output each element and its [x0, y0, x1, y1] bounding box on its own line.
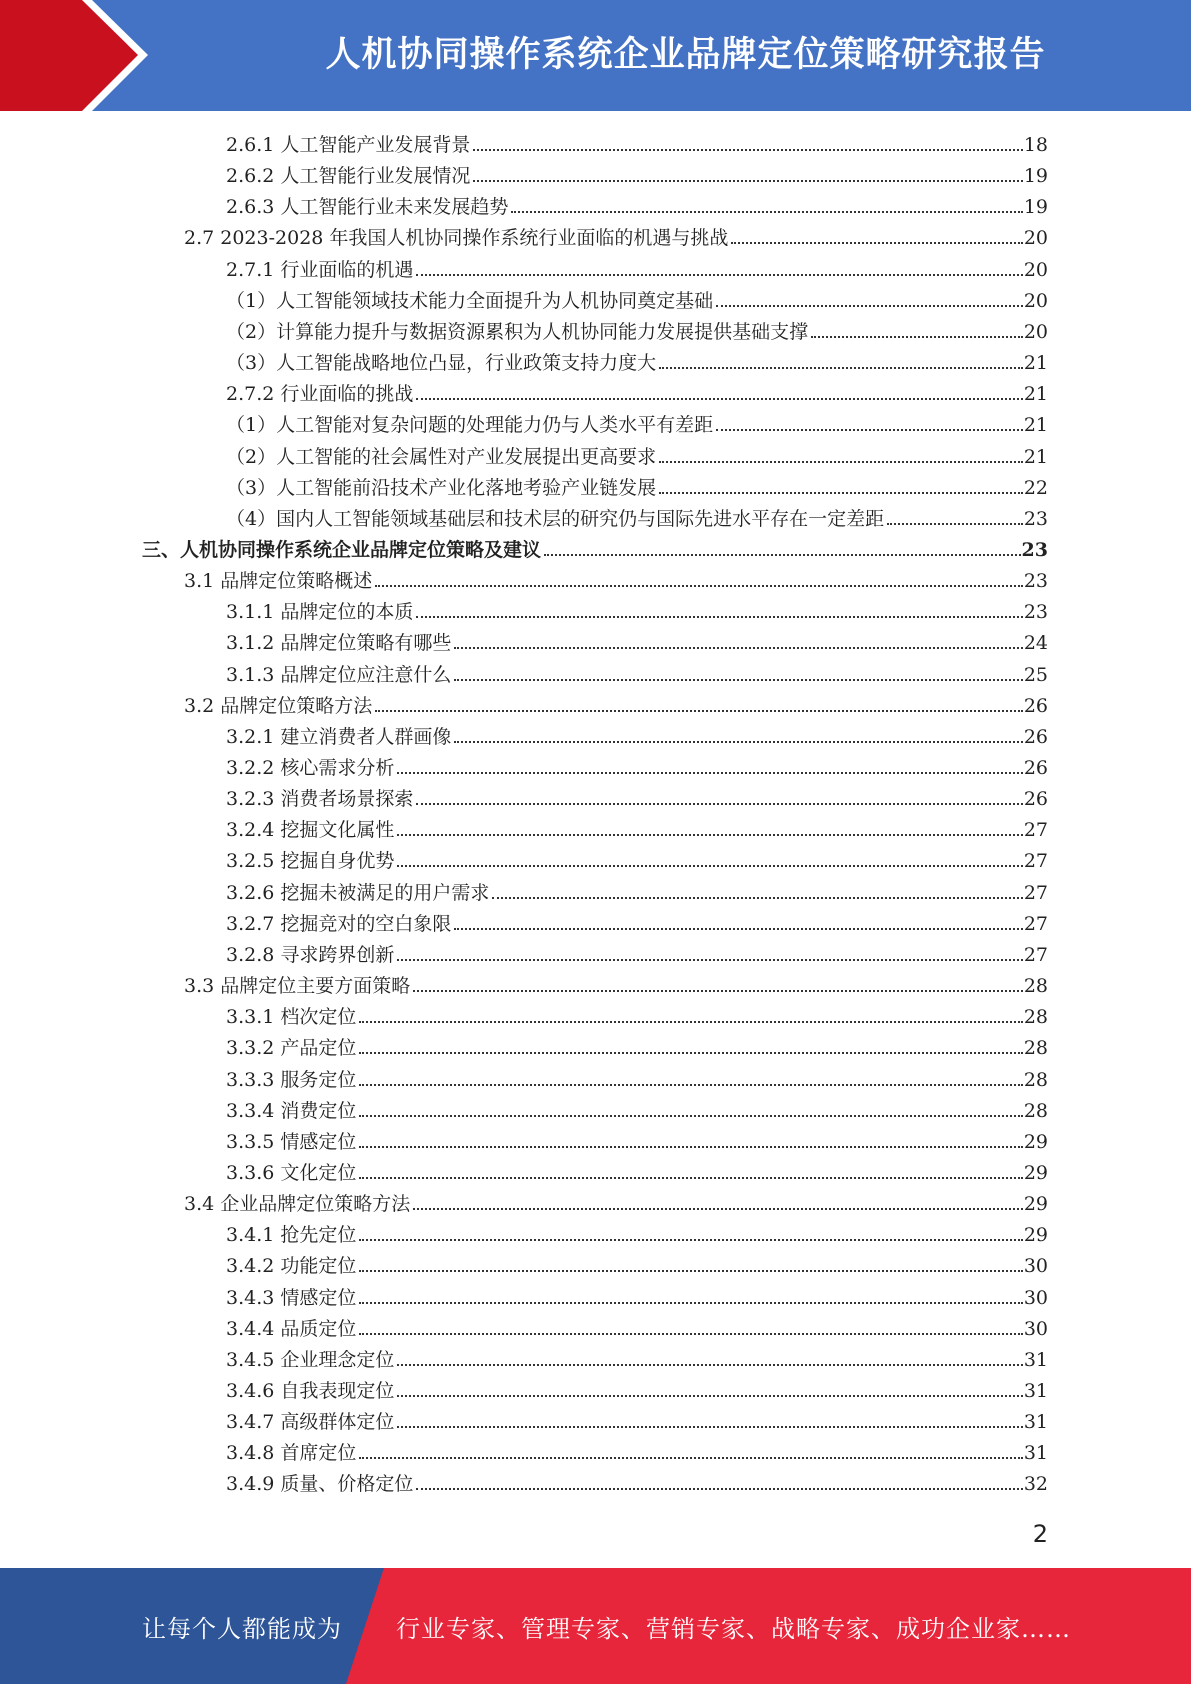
toc-entry-label: 3.2.6 挖掘未被满足的用户需求 [226, 881, 490, 904]
toc-entry-label: 3.4 企业品牌定位策略方法 [184, 1193, 411, 1216]
toc-dot-leader [716, 305, 1023, 307]
toc-dot-leader [397, 1426, 1022, 1428]
toc-dot-leader [359, 1052, 1022, 1054]
toc-entry[interactable] [226, 1372, 1048, 1403]
toc-dot-leader [359, 1177, 1022, 1179]
toc-entry-page: 28 [1023, 1037, 1048, 1060]
toc-dot-leader [375, 585, 1023, 587]
toc-dot-leader [375, 710, 1023, 712]
toc-entry-page: 26 [1023, 694, 1048, 717]
toc-entry[interactable] [226, 593, 1048, 624]
toc-entry-label: （4）国内人工智能领域基础层和技术层的研究仍与国际先进水平存在一定差距 [226, 507, 885, 530]
toc-entry-page: 30 [1023, 1317, 1048, 1340]
toc-entry[interactable] [226, 874, 1048, 905]
toc-dot-leader [416, 274, 1022, 276]
toc-entry-label: 3.4.4 品质定位 [226, 1317, 357, 1340]
toc-entry-label: （1）人工智能领域技术能力全面提升为人机协同奠定基础 [226, 289, 714, 312]
toc-dot-leader [359, 1333, 1022, 1335]
toc-dot-leader [716, 429, 1023, 431]
toc-entry-label: 3.4.9 质量、价格定位 [226, 1473, 414, 1496]
toc-entry-page: 31 [1023, 1348, 1048, 1371]
toc-entry-label: 3.1.2 品牌定位策略有哪些 [226, 632, 452, 655]
toc-entry[interactable] [226, 905, 1048, 936]
toc-entry-page: 29 [1023, 1193, 1048, 1216]
toc-dot-leader [887, 523, 1023, 525]
toc-entry-label: 3.2.4 挖掘文化属性 [226, 819, 395, 842]
toc-entry-label: 2.7.2 行业面临的挑战 [226, 383, 414, 406]
toc-entry[interactable] [226, 842, 1048, 873]
toc-entry-page: 21 [1023, 352, 1048, 375]
toc-entry-page: 30 [1023, 1286, 1048, 1309]
toc-entry[interactable] [226, 344, 1048, 375]
toc-dot-leader [416, 616, 1022, 618]
toc-entry-label: 3.3.5 情感定位 [226, 1130, 357, 1153]
toc-entry[interactable] [226, 1216, 1048, 1247]
toc-entry-page: 29 [1023, 1130, 1048, 1153]
toc-dot-leader [454, 928, 1022, 930]
report-title: 人机协同操作系统企业品牌定位策略研究报告 [325, 35, 1046, 75]
toc-entry[interactable] [226, 1154, 1048, 1185]
toc-entry-label: 2.6.1 人工智能产业发展背景 [226, 134, 471, 156]
toc-entry-label: 3.3.4 消费定位 [226, 1099, 357, 1122]
toc-dot-leader [416, 398, 1022, 400]
toc-entry[interactable] [226, 1279, 1048, 1310]
toc-entry-label: 3.2.2 核心需求分析 [226, 757, 395, 779]
toc-entry-label: 3.3 品牌定位主要方面策略 [184, 975, 411, 998]
toc-entry-page: 26 [1023, 788, 1048, 811]
toc-dot-leader [492, 897, 1022, 899]
toc-entry[interactable] [226, 1310, 1048, 1341]
toc-entry[interactable] [226, 998, 1048, 1029]
toc-dot-leader [359, 1457, 1022, 1459]
toc-entry-label: 3.2.5 挖掘自身优势 [226, 850, 395, 873]
toc-entry-page: 23 [1023, 601, 1048, 624]
toc-entry[interactable] [226, 1061, 1048, 1092]
toc-entry-page: 31 [1023, 1380, 1048, 1402]
toc-entry[interactable] [226, 718, 1048, 749]
toc-entry[interactable] [226, 1403, 1048, 1434]
toc-entry-page: 29 [1023, 1224, 1048, 1247]
footer-slogan-left: 让每个人都能成为 [142, 1614, 342, 1643]
toc-entry-page: 19 [1023, 165, 1048, 188]
toc-dot-leader [359, 1115, 1022, 1117]
toc-entry-page: 20 [1023, 320, 1048, 343]
toc-dot-leader [473, 180, 1022, 182]
toc-entry-label: 2.6.2 人工智能行业发展情况 [226, 165, 471, 188]
toc-dot-leader [359, 1270, 1022, 1272]
footer-slogan-right: 行业专家、管理专家、营销专家、战略专家、成功企业家…… [396, 1614, 1071, 1643]
toc-dot-leader [413, 1208, 1023, 1210]
toc-entry-page: 21 [1023, 445, 1048, 468]
toc-entry-page: 20 [1023, 289, 1048, 312]
toc-entry-page: 21 [1023, 383, 1048, 406]
toc-dot-leader [416, 803, 1022, 805]
toc-entry[interactable] [226, 1092, 1048, 1123]
toc-entry[interactable] [184, 562, 1048, 593]
toc-entry-label: 3.4.6 自我表现定位 [226, 1380, 395, 1402]
toc-entry[interactable] [142, 531, 1048, 562]
toc-entry-label: 3.2.1 建立消费者人群画像 [226, 725, 452, 748]
toc-entry-label: 3.1.3 品牌定位应注意什么 [226, 663, 452, 686]
toc-entry-page: 27 [1023, 943, 1048, 966]
toc-entry-label: 3.1.1 品牌定位的本质 [226, 601, 414, 624]
toc-dot-leader [397, 959, 1022, 961]
toc-dot-leader [544, 554, 1021, 556]
toc-entry[interactable] [226, 1123, 1048, 1154]
toc-entry-label: 3.1 品牌定位策略概述 [184, 570, 373, 593]
page-footer [0, 1568, 1191, 1684]
toc-entry-page: 27 [1023, 819, 1048, 842]
toc-entry-page: 19 [1023, 196, 1048, 219]
toc-entry-page: 29 [1023, 1161, 1048, 1184]
toc-entry-page: 23 [1021, 538, 1048, 561]
toc-entry-page: 20 [1023, 258, 1048, 281]
toc-dot-leader [659, 367, 1023, 369]
toc-dot-leader [416, 1488, 1022, 1490]
toc-entry[interactable] [226, 749, 1048, 780]
toc-entry-label: 3.2.7 挖掘竞对的空白象限 [226, 912, 452, 935]
toc-entry[interactable] [184, 967, 1048, 998]
toc-entry[interactable] [184, 687, 1048, 718]
toc-dot-leader [359, 1302, 1022, 1304]
toc-entry-page: 27 [1023, 912, 1048, 935]
toc-entry[interactable] [226, 282, 1048, 313]
toc-dot-leader [359, 1239, 1022, 1241]
toc-entry-page: 18 [1023, 134, 1048, 156]
toc-entry-page: 30 [1023, 1255, 1048, 1278]
toc-entry[interactable] [226, 936, 1048, 967]
toc-entry[interactable] [184, 219, 1048, 250]
toc-entry[interactable] [226, 811, 1048, 842]
toc-dot-leader [454, 679, 1022, 681]
toc-entry-page: 25 [1023, 663, 1048, 686]
toc-entry-page: 32 [1023, 1473, 1048, 1496]
toc-entry[interactable] [184, 1185, 1048, 1216]
toc-entry-page: 20 [1023, 227, 1048, 250]
page-header [0, 0, 1191, 111]
toc-entry-page: 27 [1023, 850, 1048, 873]
toc-entry-label: （1）人工智能对复杂问题的处理能力仍与人类水平有差距 [226, 414, 714, 437]
toc-entry-page: 31 [1023, 1442, 1048, 1465]
toc-dot-leader [413, 990, 1023, 992]
toc-entry[interactable] [226, 656, 1048, 687]
toc-entry[interactable] [226, 624, 1048, 655]
toc-entry-label: 3.2.8 寻求跨界创新 [226, 943, 395, 966]
toc-dot-leader [511, 211, 1022, 213]
toc-dot-leader [397, 865, 1022, 867]
toc-entry-label: 3.4.2 功能定位 [226, 1255, 357, 1278]
toc-entry-label: 3.4.1 抢先定位 [226, 1224, 357, 1247]
toc-entry-label: 3.4.3 情感定位 [226, 1286, 357, 1309]
toc-entry-label: 3.2.3 消费者场景探索 [226, 788, 414, 811]
toc-dot-leader [359, 1021, 1022, 1023]
toc-entry-page: 28 [1023, 975, 1048, 998]
toc-entry-page: 21 [1023, 414, 1048, 437]
toc-entry[interactable] [226, 188, 1048, 219]
toc-entry-label: 三、人机协同操作系统企业品牌定位策略及建议 [142, 538, 542, 561]
toc-entry[interactable] [226, 126, 1048, 157]
toc-dot-leader [731, 242, 1022, 244]
toc-entry[interactable] [226, 1465, 1048, 1496]
toc-entry-page: 22 [1023, 476, 1048, 499]
toc-entry-page: 31 [1023, 1411, 1048, 1434]
toc-entry[interactable] [226, 1247, 1048, 1278]
toc-dot-leader [359, 1146, 1022, 1148]
toc-entry[interactable] [226, 375, 1048, 406]
toc-entry-label: （3）人工智能战略地位凸显，行业政策支持力度大 [226, 352, 657, 375]
toc-entry[interactable] [226, 251, 1048, 282]
toc-entry-page: 23 [1023, 507, 1048, 530]
toc-entry[interactable] [226, 438, 1048, 469]
toc-dot-leader [454, 647, 1022, 649]
toc-dot-leader [473, 149, 1022, 151]
toc-entry[interactable] [226, 157, 1048, 188]
toc-dot-leader [811, 336, 1023, 338]
toc-entry[interactable] [226, 313, 1048, 344]
toc-entry-label: 3.3.6 文化定位 [226, 1161, 357, 1184]
toc-entry-page: 26 [1023, 725, 1048, 748]
toc-entry[interactable] [226, 1341, 1048, 1372]
toc-entry[interactable] [226, 500, 1048, 531]
toc-dot-leader [397, 772, 1022, 774]
toc-entry[interactable] [226, 469, 1048, 500]
toc-entry-label: 3.3.3 服务定位 [226, 1068, 357, 1091]
page-number: 2 [1032, 1520, 1048, 1548]
toc-entry[interactable] [226, 1029, 1048, 1060]
toc-dot-leader [659, 492, 1023, 494]
toc-entry-label: 3.4.8 首席定位 [226, 1442, 357, 1465]
toc-dot-leader [397, 834, 1022, 836]
toc-entry-label: 3.3.2 产品定位 [226, 1037, 357, 1060]
toc-entry[interactable] [226, 780, 1048, 811]
toc-entry-label: 3.4.5 企业理念定位 [226, 1348, 395, 1371]
toc-entry-label: （2）人工智能的社会属性对产业发展提出更高要求 [226, 445, 657, 468]
toc-dot-leader [454, 741, 1022, 743]
toc-entry-page: 23 [1023, 570, 1048, 593]
toc-entry-label: 3.2 品牌定位策略方法 [184, 694, 373, 717]
toc-entry-label: 2.7 2023-2028 年我国人机协同操作系统行业面临的机遇与挑战 [184, 227, 729, 250]
toc-entry[interactable] [226, 1434, 1048, 1465]
toc-dot-leader [397, 1395, 1022, 1397]
toc-entry-label: 2.6.3 人工智能行业未来发展趋势 [226, 196, 509, 219]
toc-entry-page: 28 [1023, 1006, 1048, 1029]
toc-dot-leader [397, 1364, 1022, 1366]
toc-entry-label: 2.7.1 行业面临的机遇 [226, 258, 414, 281]
toc-entry-page: 27 [1023, 881, 1048, 904]
toc-entry-page: 24 [1023, 632, 1048, 655]
toc-dot-leader [359, 1084, 1022, 1086]
toc-entry-label: 3.4.7 高级群体定位 [226, 1411, 395, 1434]
toc-entry-label: 3.3.1 档次定位 [226, 1006, 357, 1029]
toc-dot-leader [659, 461, 1023, 463]
toc-entry-page: 26 [1023, 757, 1048, 779]
toc-entry-label: （3）人工智能前沿技术产业化落地考验产业链发展 [226, 476, 657, 499]
toc-entry-page: 28 [1023, 1099, 1048, 1122]
toc-entry-label: （2）计算能力提升与数据资源累积为人机协同能力发展提供基础支撑 [226, 320, 809, 343]
toc-entry[interactable] [226, 406, 1048, 437]
toc-entry-page: 28 [1023, 1068, 1048, 1091]
